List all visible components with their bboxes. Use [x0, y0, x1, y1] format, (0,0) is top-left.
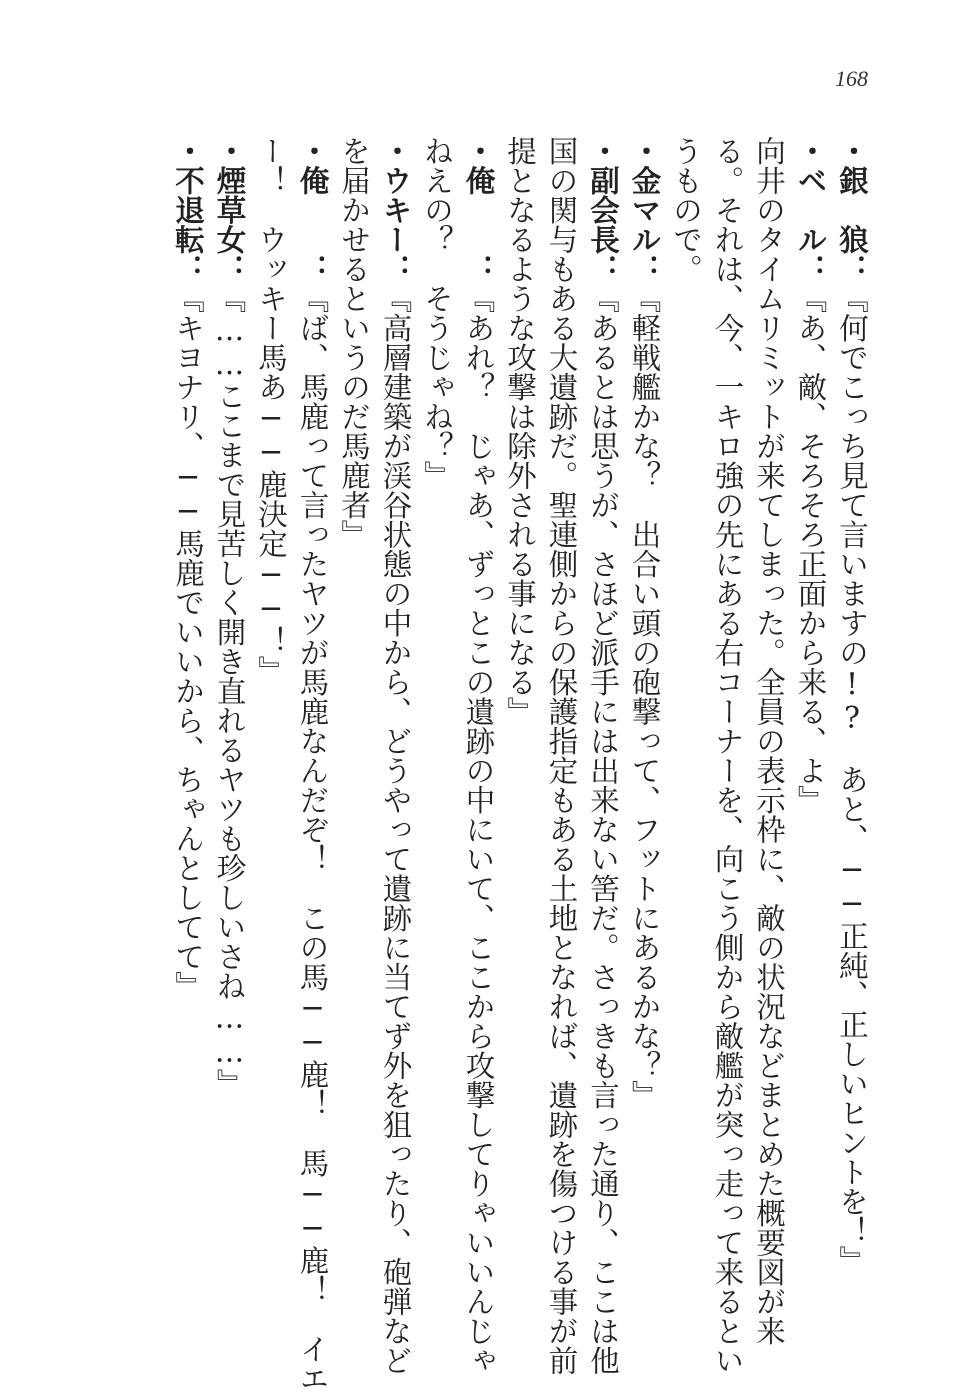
text-line — [499, 136, 541, 1296]
vertical-text-body — [167, 136, 873, 1393]
dialogue-text: ー！ ウッキー馬あ──鹿決定──！』 — [254, 136, 288, 685]
narration-text: る。それは、今、一キロ強の先にある右コーナーを、向こう側から敵艦が突っ走って来るとい — [710, 136, 745, 1375]
narration-text: うもので。 — [669, 136, 703, 284]
dialogue-text: 『軽戦艦かな？ 出合い頭の砲撃って、フットにあるかな？』 — [627, 283, 662, 1110]
dialogue-text: 『あ、敵、そろそろ正面から来る、よ』 — [793, 283, 828, 815]
text-line — [540, 136, 582, 1375]
dialogue-text: 国の関与もある大遺跡だ。聖連側からの保護指定もある土地となれば、遺跡を傷つける事が前 — [544, 136, 579, 1375]
speaker-label: ・金マル： — [627, 136, 662, 284]
text-line — [416, 136, 458, 1296]
speaker-label: ・不退転： — [171, 136, 205, 284]
dialogue-text: 『あれ？ じゃあ、ずっとこの遺跡の中にいて、ここから攻撃してりゃいいんじゃ — [461, 283, 496, 1375]
text-line — [623, 136, 665, 1296]
text-line — [789, 136, 831, 1296]
dialogue-text: 提となるような攻撃は除外される事になる』 — [503, 136, 537, 726]
text-line — [665, 136, 707, 1296]
dialogue-text: 『あるとは思うが、さほど派手には出来ない筈だ。さっきも言った通り、ここは他 — [586, 283, 620, 1375]
dialogue-text: ねえの？ そうじゃね？』 — [420, 136, 454, 490]
speaker-label: ・俺 ： — [461, 136, 496, 284]
dialogue-text: を届かせるというのだ馬鹿者』 — [337, 136, 371, 549]
dialogue-text: 『ば、馬鹿って言ったヤツが馬鹿なんだぞ！ この馬──鹿！ 馬──鹿！ イエ — [295, 283, 330, 1393]
text-line — [457, 136, 499, 1375]
dialogue-text: 『……ここまで見苦しく開き直れるヤツも珍しいさね……』 — [212, 283, 247, 1098]
dialogue-text: 『キヨナリ、──馬鹿でいいから、ちゃんとしてて』 — [171, 283, 205, 1001]
text-line — [582, 136, 624, 1375]
text-line — [333, 136, 375, 1296]
text-line — [706, 136, 748, 1375]
speaker-label: ・煙草女： — [212, 136, 247, 284]
speaker-label: ・俺 ： — [295, 136, 330, 284]
narration-text: 向井のタイムリミットが来てしまった。全員の表示枠に、敵の状況などまとめた概要図が来 — [752, 136, 786, 1346]
text-line — [374, 136, 416, 1375]
speaker-label: ・副会長： — [586, 136, 620, 284]
text-line — [167, 136, 209, 1296]
speaker-label: ・ウキー： — [378, 136, 413, 284]
dialogue-text: 『高層建築が渓谷状態の中から、どうやって遺跡に当てず外を狙ったり、砲弾など — [378, 283, 413, 1375]
speaker-label: ・銀 狼： — [835, 136, 869, 284]
page-number: 168 — [835, 66, 868, 91]
text-line — [250, 136, 292, 1296]
text-line — [208, 136, 250, 1296]
speaker-label: ・ベ ル： — [793, 136, 828, 284]
text-line — [831, 136, 873, 1296]
dialogue-text: 『何でこっち見て言いますの!? あと、──正純、正しいヒントを！』 — [835, 283, 869, 1275]
text-line — [291, 136, 333, 1393]
text-line — [748, 136, 790, 1346]
